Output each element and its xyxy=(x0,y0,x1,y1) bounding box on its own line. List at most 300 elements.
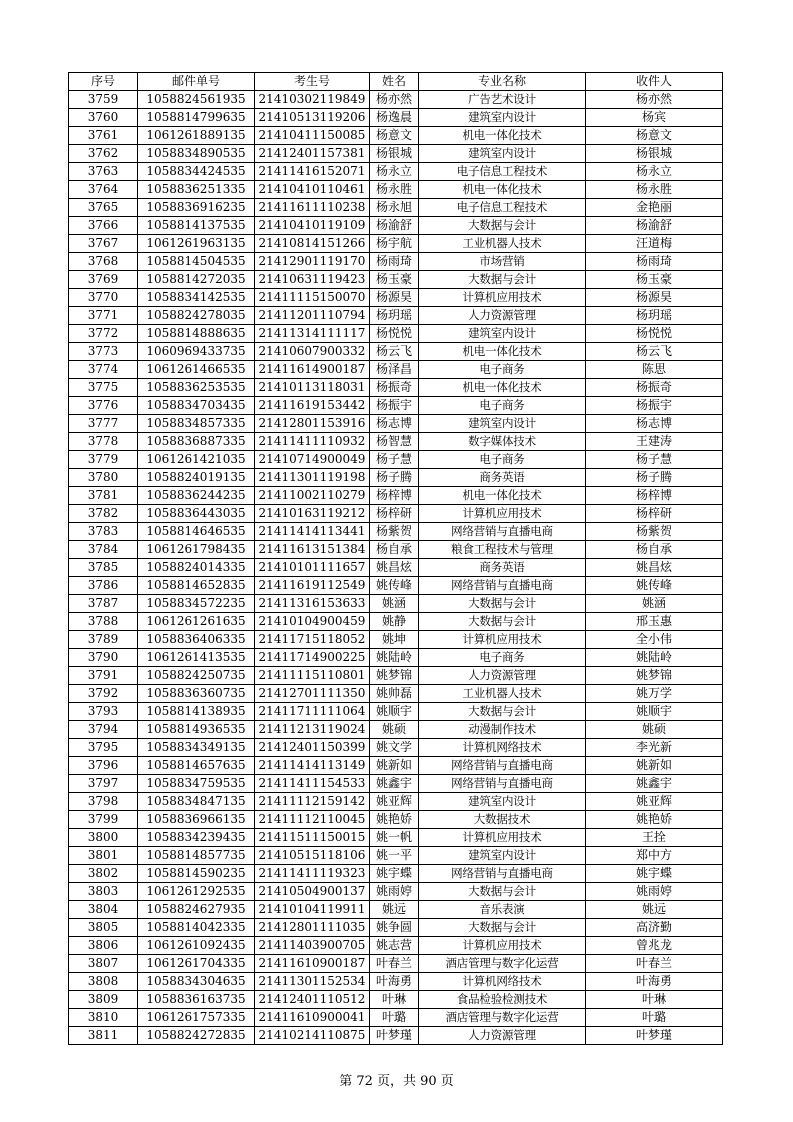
cell-recipient: 杨振宇 xyxy=(586,397,723,415)
cell-recipient: 杨子腾 xyxy=(586,469,723,487)
cell-name: 叶璐 xyxy=(370,1009,419,1027)
cell-name: 姚雨婷 xyxy=(370,883,419,901)
cell-index: 3792 xyxy=(69,685,138,703)
cell-exam-number: 21411610900187 xyxy=(255,955,370,973)
table-row xyxy=(69,757,723,775)
cell-index: 3786 xyxy=(69,577,138,595)
header-row xyxy=(69,73,723,91)
table-row xyxy=(69,217,723,235)
col-header-recipient: 收件人 xyxy=(586,73,723,91)
cell-exam-number: 21411403900705 xyxy=(255,937,370,955)
cell-exam-number: 21410504900137 xyxy=(255,883,370,901)
cell-exam-number: 21412901119170 xyxy=(255,253,370,271)
table-row xyxy=(69,307,723,325)
table-row xyxy=(69,685,723,703)
table-row xyxy=(69,127,723,145)
cell-tracking-number: 1058814857735 xyxy=(138,847,255,865)
cell-recipient: 姚远 xyxy=(586,901,723,919)
cell-exam-number: 21411614900187 xyxy=(255,361,370,379)
cell-major: 粮食工程技术与管理 xyxy=(419,541,586,559)
cell-name: 杨泽昌 xyxy=(370,361,419,379)
cell-major: 人力资源管理 xyxy=(419,307,586,325)
cell-name: 姚亚辉 xyxy=(370,793,419,811)
table-row xyxy=(69,397,723,415)
cell-index: 3762 xyxy=(69,145,138,163)
cell-tracking-number: 1058836916235 xyxy=(138,199,255,217)
table-row xyxy=(69,865,723,883)
cell-name: 姚新如 xyxy=(370,757,419,775)
cell-recipient: 杨永立 xyxy=(586,163,723,181)
cell-index: 3759 xyxy=(69,91,138,109)
cell-index: 3790 xyxy=(69,649,138,667)
cell-name: 姚帅磊 xyxy=(370,685,419,703)
cell-name: 杨渝舒 xyxy=(370,217,419,235)
cell-major: 网络营销与直播电商 xyxy=(419,757,586,775)
cell-major: 电子商务 xyxy=(419,361,586,379)
cell-tracking-number: 1061261413535 xyxy=(138,649,255,667)
cell-recipient: 杨志博 xyxy=(586,415,723,433)
cell-recipient: 陈思 xyxy=(586,361,723,379)
cell-recipient: 杨子慧 xyxy=(586,451,723,469)
cell-index: 3766 xyxy=(69,217,138,235)
cell-major: 建筑室内设计 xyxy=(419,145,586,163)
cell-index: 3779 xyxy=(69,451,138,469)
cell-name: 杨意文 xyxy=(370,127,419,145)
cell-recipient: 姚鑫宇 xyxy=(586,775,723,793)
cell-index: 3783 xyxy=(69,523,138,541)
table-row xyxy=(69,487,723,505)
cell-major: 人力资源管理 xyxy=(419,667,586,685)
cell-recipient: 杨玉豪 xyxy=(586,271,723,289)
cell-index: 3798 xyxy=(69,793,138,811)
cell-major: 计算机应用技术 xyxy=(419,289,586,307)
cell-major: 大数据与会计 xyxy=(419,595,586,613)
cell-recipient: 王拴 xyxy=(586,829,723,847)
cell-name: 杨亦然 xyxy=(370,91,419,109)
cell-name: 杨云飞 xyxy=(370,343,419,361)
cell-major: 工业机器人技术 xyxy=(419,235,586,253)
cell-name: 姚一帆 xyxy=(370,829,419,847)
cell-major: 大数据与会计 xyxy=(419,217,586,235)
cell-name: 杨雨琦 xyxy=(370,253,419,271)
cell-tracking-number: 1058824014335 xyxy=(138,559,255,577)
cell-tracking-number: 1058836887335 xyxy=(138,433,255,451)
cell-tracking-number: 1058814272035 xyxy=(138,271,255,289)
cell-exam-number: 21410607900332 xyxy=(255,343,370,361)
cell-index: 3793 xyxy=(69,703,138,721)
cell-name: 杨子慧 xyxy=(370,451,419,469)
cell-tracking-number: 1058824272835 xyxy=(138,1027,255,1045)
cell-exam-number: 21411201110794 xyxy=(255,307,370,325)
cell-tracking-number: 1061261889135 xyxy=(138,127,255,145)
col-header-major: 专业名称 xyxy=(419,73,586,91)
cell-index: 3810 xyxy=(69,1009,138,1027)
cell-major: 建筑室内设计 xyxy=(419,109,586,127)
cell-major: 广告艺术设计 xyxy=(419,91,586,109)
cell-exam-number: 21411112110045 xyxy=(255,811,370,829)
cell-index: 3761 xyxy=(69,127,138,145)
cell-index: 3784 xyxy=(69,541,138,559)
cell-name: 杨振宇 xyxy=(370,397,419,415)
cell-major: 大数据与会计 xyxy=(419,919,586,937)
cell-exam-number: 21411714900225 xyxy=(255,649,370,667)
cell-tracking-number: 1058814646535 xyxy=(138,523,255,541)
table-row xyxy=(69,667,723,685)
cell-recipient: 王建涛 xyxy=(586,433,723,451)
cell-index: 3785 xyxy=(69,559,138,577)
page-footer: 第 72 页，共 90 页 xyxy=(339,1074,454,1089)
cell-name: 杨银城 xyxy=(370,145,419,163)
cell-name: 杨玥瑶 xyxy=(370,307,419,325)
cell-exam-number: 21410410119109 xyxy=(255,217,370,235)
cell-tracking-number: 1058814936535 xyxy=(138,721,255,739)
cell-tracking-number: 1058824019135 xyxy=(138,469,255,487)
cell-major: 计算机应用技术 xyxy=(419,937,586,955)
cell-recipient: 杨玥瑶 xyxy=(586,307,723,325)
cell-major: 酒店管理与数字化运营 xyxy=(419,955,586,973)
cell-name: 杨玉豪 xyxy=(370,271,419,289)
cell-exam-number: 21411411110932 xyxy=(255,433,370,451)
cell-tracking-number: 1061261421035 xyxy=(138,451,255,469)
cell-tracking-number: 1058824278035 xyxy=(138,307,255,325)
cell-tracking-number: 1058834572235 xyxy=(138,595,255,613)
cell-tracking-number: 1058834424535 xyxy=(138,163,255,181)
cell-major: 机电一体化技术 xyxy=(419,379,586,397)
cell-name: 杨逸晨 xyxy=(370,109,419,127)
cell-exam-number: 21411115110801 xyxy=(255,667,370,685)
cell-recipient: 邢玉惠 xyxy=(586,613,723,631)
cell-exam-number: 21410513119206 xyxy=(255,109,370,127)
cell-exam-number: 21411002110279 xyxy=(255,487,370,505)
cell-tracking-number: 1058824250735 xyxy=(138,667,255,685)
table-row xyxy=(69,91,723,109)
cell-major: 网络营销与直播电商 xyxy=(419,523,586,541)
cell-recipient: 杨源昊 xyxy=(586,289,723,307)
table-row xyxy=(69,289,723,307)
cell-name: 姚坤 xyxy=(370,631,419,649)
cell-name: 姚硕 xyxy=(370,721,419,739)
cell-recipient: 姚亚辉 xyxy=(586,793,723,811)
cell-recipient: 姚传峰 xyxy=(586,577,723,595)
cell-recipient: 姚梦锦 xyxy=(586,667,723,685)
table-row xyxy=(69,739,723,757)
table-row xyxy=(69,937,723,955)
cell-tracking-number: 1058814504535 xyxy=(138,253,255,271)
cell-recipient: 杨悦悦 xyxy=(586,325,723,343)
cell-exam-number: 21411611110238 xyxy=(255,199,370,217)
cell-tracking-number: 1058834847135 xyxy=(138,793,255,811)
cell-name: 姚鑫宇 xyxy=(370,775,419,793)
cell-index: 3800 xyxy=(69,829,138,847)
cell-tracking-number: 1058824627935 xyxy=(138,901,255,919)
cell-name: 姚传峰 xyxy=(370,577,419,595)
cell-exam-number: 21411301152534 xyxy=(255,973,370,991)
cell-exam-number: 21411115150070 xyxy=(255,289,370,307)
cell-index: 3807 xyxy=(69,955,138,973)
table-row xyxy=(69,613,723,631)
cell-tracking-number: 1058834304635 xyxy=(138,973,255,991)
cell-tracking-number: 1061261798435 xyxy=(138,541,255,559)
table-row xyxy=(69,901,723,919)
cell-recipient: 杨亦然 xyxy=(586,91,723,109)
cell-tracking-number: 1058836244235 xyxy=(138,487,255,505)
cell-major: 网络营销与直播电商 xyxy=(419,775,586,793)
table-row xyxy=(69,199,723,217)
cell-index: 3808 xyxy=(69,973,138,991)
cell-name: 杨梓博 xyxy=(370,487,419,505)
table-row xyxy=(69,253,723,271)
table-row xyxy=(69,991,723,1009)
cell-major: 机电一体化技术 xyxy=(419,343,586,361)
cell-exam-number: 21410411150085 xyxy=(255,127,370,145)
cell-recipient: 杨自承 xyxy=(586,541,723,559)
cell-recipient: 杨雨琦 xyxy=(586,253,723,271)
cell-exam-number: 21412701111350 xyxy=(255,685,370,703)
cell-exam-number: 21410302119849 xyxy=(255,91,370,109)
table-row xyxy=(69,649,723,667)
cell-tracking-number: 1058824561935 xyxy=(138,91,255,109)
cell-name: 杨子腾 xyxy=(370,469,419,487)
cell-recipient: 姚陆岭 xyxy=(586,649,723,667)
cell-index: 3772 xyxy=(69,325,138,343)
table-row xyxy=(69,811,723,829)
table-row xyxy=(69,793,723,811)
cell-major: 计算机网络技术 xyxy=(419,739,586,757)
cell-index: 3788 xyxy=(69,613,138,631)
cell-recipient: 杨云飞 xyxy=(586,343,723,361)
table-row xyxy=(69,847,723,865)
cell-recipient: 姚涵 xyxy=(586,595,723,613)
cell-exam-number: 21411411119323 xyxy=(255,865,370,883)
cell-recipient: 杨宾 xyxy=(586,109,723,127)
cell-recipient: 全小伟 xyxy=(586,631,723,649)
cell-major: 建筑室内设计 xyxy=(419,415,586,433)
cell-recipient: 杨永胜 xyxy=(586,181,723,199)
cell-major: 建筑室内设计 xyxy=(419,793,586,811)
table-row xyxy=(69,631,723,649)
cell-major: 电子商务 xyxy=(419,397,586,415)
table-row xyxy=(69,325,723,343)
cell-index: 3765 xyxy=(69,199,138,217)
cell-index: 3770 xyxy=(69,289,138,307)
table-row xyxy=(69,361,723,379)
cell-index: 3794 xyxy=(69,721,138,739)
cell-tracking-number: 1058814799635 xyxy=(138,109,255,127)
cell-tracking-number: 1058836251335 xyxy=(138,181,255,199)
cell-index: 3773 xyxy=(69,343,138,361)
cell-exam-number: 21410631119423 xyxy=(255,271,370,289)
cell-name: 姚志营 xyxy=(370,937,419,955)
cell-name: 杨振奇 xyxy=(370,379,419,397)
cell-tracking-number: 1058834857335 xyxy=(138,415,255,433)
cell-name: 叶春兰 xyxy=(370,955,419,973)
cell-recipient: 杨意文 xyxy=(586,127,723,145)
cell-name: 姚静 xyxy=(370,613,419,631)
cell-index: 3767 xyxy=(69,235,138,253)
cell-name: 姚昌炫 xyxy=(370,559,419,577)
cell-name: 杨智慧 xyxy=(370,433,419,451)
table-row xyxy=(69,721,723,739)
cell-tracking-number: 1058834349135 xyxy=(138,739,255,757)
cell-index: 3809 xyxy=(69,991,138,1009)
col-header-index: 序号 xyxy=(69,73,138,91)
cell-tracking-number: 1058814137535 xyxy=(138,217,255,235)
table-row xyxy=(69,343,723,361)
cell-exam-number: 21411411154533 xyxy=(255,775,370,793)
cell-major: 工业机器人技术 xyxy=(419,685,586,703)
cell-name: 姚涵 xyxy=(370,595,419,613)
table-row xyxy=(69,919,723,937)
cell-recipient: 叶海勇 xyxy=(586,973,723,991)
cell-index: 3764 xyxy=(69,181,138,199)
table-row xyxy=(69,1027,723,1045)
cell-major: 计算机网络技术 xyxy=(419,973,586,991)
cell-major: 食品检验检测技术 xyxy=(419,991,586,1009)
table-body xyxy=(69,91,723,1045)
table-row xyxy=(69,379,723,397)
cell-index: 3804 xyxy=(69,901,138,919)
col-header-exam-number: 考生号 xyxy=(255,73,370,91)
cell-index: 3791 xyxy=(69,667,138,685)
cell-exam-number: 21412401110512 xyxy=(255,991,370,1009)
cell-major: 人力资源管理 xyxy=(419,1027,586,1045)
cell-index: 3780 xyxy=(69,469,138,487)
cell-major: 大数据与会计 xyxy=(419,883,586,901)
cell-index: 3787 xyxy=(69,595,138,613)
cell-major: 酒店管理与数字化运营 xyxy=(419,1009,586,1027)
cell-tracking-number: 1058836360735 xyxy=(138,685,255,703)
cell-exam-number: 21411610900041 xyxy=(255,1009,370,1027)
cell-name: 姚顺宇 xyxy=(370,703,419,721)
table-row xyxy=(69,541,723,559)
cell-major: 数字媒体技术 xyxy=(419,433,586,451)
cell-name: 杨永旭 xyxy=(370,199,419,217)
table-row xyxy=(69,451,723,469)
cell-index: 3775 xyxy=(69,379,138,397)
cell-exam-number: 21411414113149 xyxy=(255,757,370,775)
table-row xyxy=(69,829,723,847)
cell-exam-number: 21410104900459 xyxy=(255,613,370,631)
cell-index: 3781 xyxy=(69,487,138,505)
cell-major: 动漫制作技术 xyxy=(419,721,586,739)
cell-exam-number: 21412801111035 xyxy=(255,919,370,937)
cell-name: 杨源昊 xyxy=(370,289,419,307)
cell-index: 3811 xyxy=(69,1027,138,1045)
cell-recipient: 姚新如 xyxy=(586,757,723,775)
cell-exam-number: 21410515118106 xyxy=(255,847,370,865)
cell-recipient: 李光新 xyxy=(586,739,723,757)
cell-recipient: 杨梓博 xyxy=(586,487,723,505)
cell-index: 3768 xyxy=(69,253,138,271)
cell-tracking-number: 1058834703435 xyxy=(138,397,255,415)
cell-tracking-number: 1061261963135 xyxy=(138,235,255,253)
cell-tracking-number: 1061261704335 xyxy=(138,955,255,973)
cell-tracking-number: 1060969433735 xyxy=(138,343,255,361)
cell-recipient: 姚昌炫 xyxy=(586,559,723,577)
cell-tracking-number: 1058836163735 xyxy=(138,991,255,1009)
cell-name: 杨永立 xyxy=(370,163,419,181)
cell-index: 3806 xyxy=(69,937,138,955)
cell-exam-number: 21412801153916 xyxy=(255,415,370,433)
cell-recipient: 姚雨婷 xyxy=(586,883,723,901)
cell-name: 姚文学 xyxy=(370,739,419,757)
cell-index: 3805 xyxy=(69,919,138,937)
cell-exam-number: 21411213119024 xyxy=(255,721,370,739)
cell-exam-number: 21411619153442 xyxy=(255,397,370,415)
cell-name: 姚宇蝶 xyxy=(370,865,419,883)
cell-major: 网络营销与直播电商 xyxy=(419,865,586,883)
cell-index: 3769 xyxy=(69,271,138,289)
cell-exam-number: 21410113118031 xyxy=(255,379,370,397)
cell-recipient: 叶春兰 xyxy=(586,955,723,973)
cell-recipient: 高济勤 xyxy=(586,919,723,937)
cell-name: 杨志博 xyxy=(370,415,419,433)
cell-name: 杨悦悦 xyxy=(370,325,419,343)
cell-index: 3776 xyxy=(69,397,138,415)
cell-major: 计算机应用技术 xyxy=(419,505,586,523)
cell-recipient: 姚艳娇 xyxy=(586,811,723,829)
table-row xyxy=(69,1009,723,1027)
cell-major: 商务英语 xyxy=(419,469,586,487)
cell-tracking-number: 1058834890535 xyxy=(138,145,255,163)
table-row xyxy=(69,415,723,433)
table-row xyxy=(69,703,723,721)
table-row xyxy=(69,145,723,163)
cell-tracking-number: 1058834142535 xyxy=(138,289,255,307)
cell-recipient: 郑中方 xyxy=(586,847,723,865)
cell-tracking-number: 1058814657635 xyxy=(138,757,255,775)
cell-recipient: 汪道梅 xyxy=(586,235,723,253)
cell-index: 3778 xyxy=(69,433,138,451)
cell-index: 3782 xyxy=(69,505,138,523)
cell-recipient: 叶璐 xyxy=(586,1009,723,1027)
cell-exam-number: 21412401157381 xyxy=(255,145,370,163)
cell-tracking-number: 1061261757335 xyxy=(138,1009,255,1027)
cell-tracking-number: 1058836406335 xyxy=(138,631,255,649)
table-header xyxy=(69,73,723,91)
cell-tracking-number: 1058814652835 xyxy=(138,577,255,595)
table-row xyxy=(69,505,723,523)
cell-name: 姚艳娇 xyxy=(370,811,419,829)
cell-tracking-number: 1061261292535 xyxy=(138,883,255,901)
cell-index: 3795 xyxy=(69,739,138,757)
cell-recipient: 杨梓研 xyxy=(586,505,723,523)
cell-exam-number: 21410101111657 xyxy=(255,559,370,577)
cell-index: 3797 xyxy=(69,775,138,793)
cell-tracking-number: 1061261092435 xyxy=(138,937,255,955)
cell-tracking-number: 1061261261635 xyxy=(138,613,255,631)
cell-major: 电子商务 xyxy=(419,649,586,667)
cell-recipient: 杨渝舒 xyxy=(586,217,723,235)
cell-exam-number: 21410814151266 xyxy=(255,235,370,253)
table-row xyxy=(69,973,723,991)
cell-exam-number: 21410104119911 xyxy=(255,901,370,919)
cell-name: 姚陆岭 xyxy=(370,649,419,667)
cell-exam-number: 21411112159142 xyxy=(255,793,370,811)
table-row xyxy=(69,523,723,541)
table-row xyxy=(69,883,723,901)
cell-tracking-number: 1058836253535 xyxy=(138,379,255,397)
cell-name: 叶梦瑾 xyxy=(370,1027,419,1045)
cell-major: 机电一体化技术 xyxy=(419,127,586,145)
cell-exam-number: 21411619112549 xyxy=(255,577,370,595)
cell-major: 大数据与会计 xyxy=(419,613,586,631)
table-row xyxy=(69,577,723,595)
cell-major: 商务英语 xyxy=(419,559,586,577)
table-row xyxy=(69,775,723,793)
table-row xyxy=(69,271,723,289)
cell-recipient: 姚宇蝶 xyxy=(586,865,723,883)
